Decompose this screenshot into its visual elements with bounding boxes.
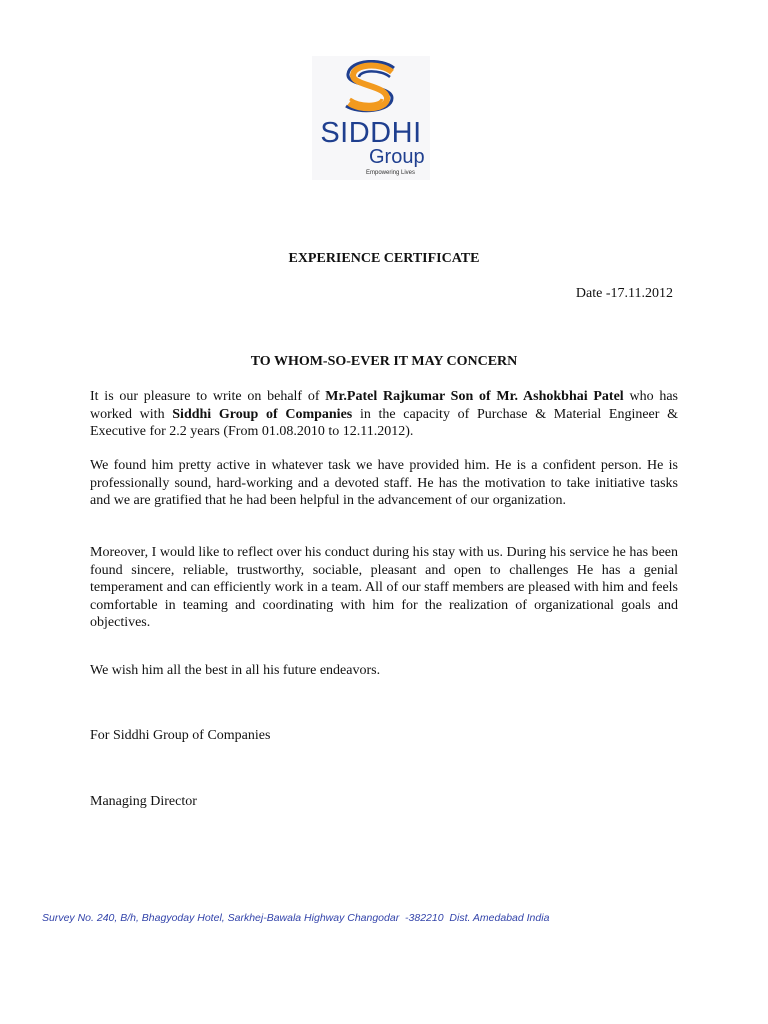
intro-text-mid: who has worked with bbox=[90, 389, 678, 422]
sign-for: For Siddhi Group of Companies bbox=[90, 728, 271, 743]
wishes-line: We wish him all the best in all his future endeavors. bbox=[90, 663, 381, 678]
intro-text-pre: It is our pleasure to write on behalf of bbox=[90, 389, 326, 404]
intro-text-post: in the capacity of Purchase & Material Engineer & Executive for 2.2 years (From 01.08.2010 to 12.11.2012). bbox=[90, 406, 679, 439]
logo-tagline: Empowering Lives bbox=[366, 170, 416, 176]
company-name: Siddhi Group of Companies bbox=[172, 406, 353, 422]
siddhi-s-icon bbox=[336, 60, 406, 118]
salutation: TO WHOM-SO-EVER IT MAY CONCERN bbox=[250, 354, 518, 369]
paragraph-conduct: Moreover, I would like to reflect over his conduct during his stay with us. During his service he has been found sincere, reliable, trustworthy, sociable, pleasant and open to challenges He has a genial temperament and can efficiently work in a team. All of our staff members are pleased with him and feels comfortable in teaming and coordinating with him for the realization of organizational goals and objectives. bbox=[90, 545, 678, 630]
certificate-date: Date -17.11.2012 bbox=[575, 286, 673, 301]
paragraph-intro bbox=[90, 388, 678, 441]
paragraph-performance: We found him pretty active in whatever task we have provided him. He is a confident person. He is professionally sound, hard-working and a devoted staff. He has the motivation to take initiative tasks and we are gratified that he had been helpful in the advancement of our organization. bbox=[90, 458, 678, 508]
company-logo bbox=[312, 56, 430, 180]
footer-address: Survey No. 240, B/h, Bhagyoday Hotel, Sarkhej-Bawala Highway Changodar -382210 Dist. Amedabad India bbox=[42, 912, 550, 924]
designation: Managing Director bbox=[90, 794, 197, 809]
document-title: EXPERIENCE CERTIFICATE bbox=[288, 251, 480, 266]
logo-name: SIDDHI bbox=[320, 117, 422, 149]
employee-name: Mr.Patel Rajkumar Son of Mr. Ashokbhai Patel bbox=[325, 389, 624, 404]
logo-group: Group bbox=[369, 146, 425, 168]
